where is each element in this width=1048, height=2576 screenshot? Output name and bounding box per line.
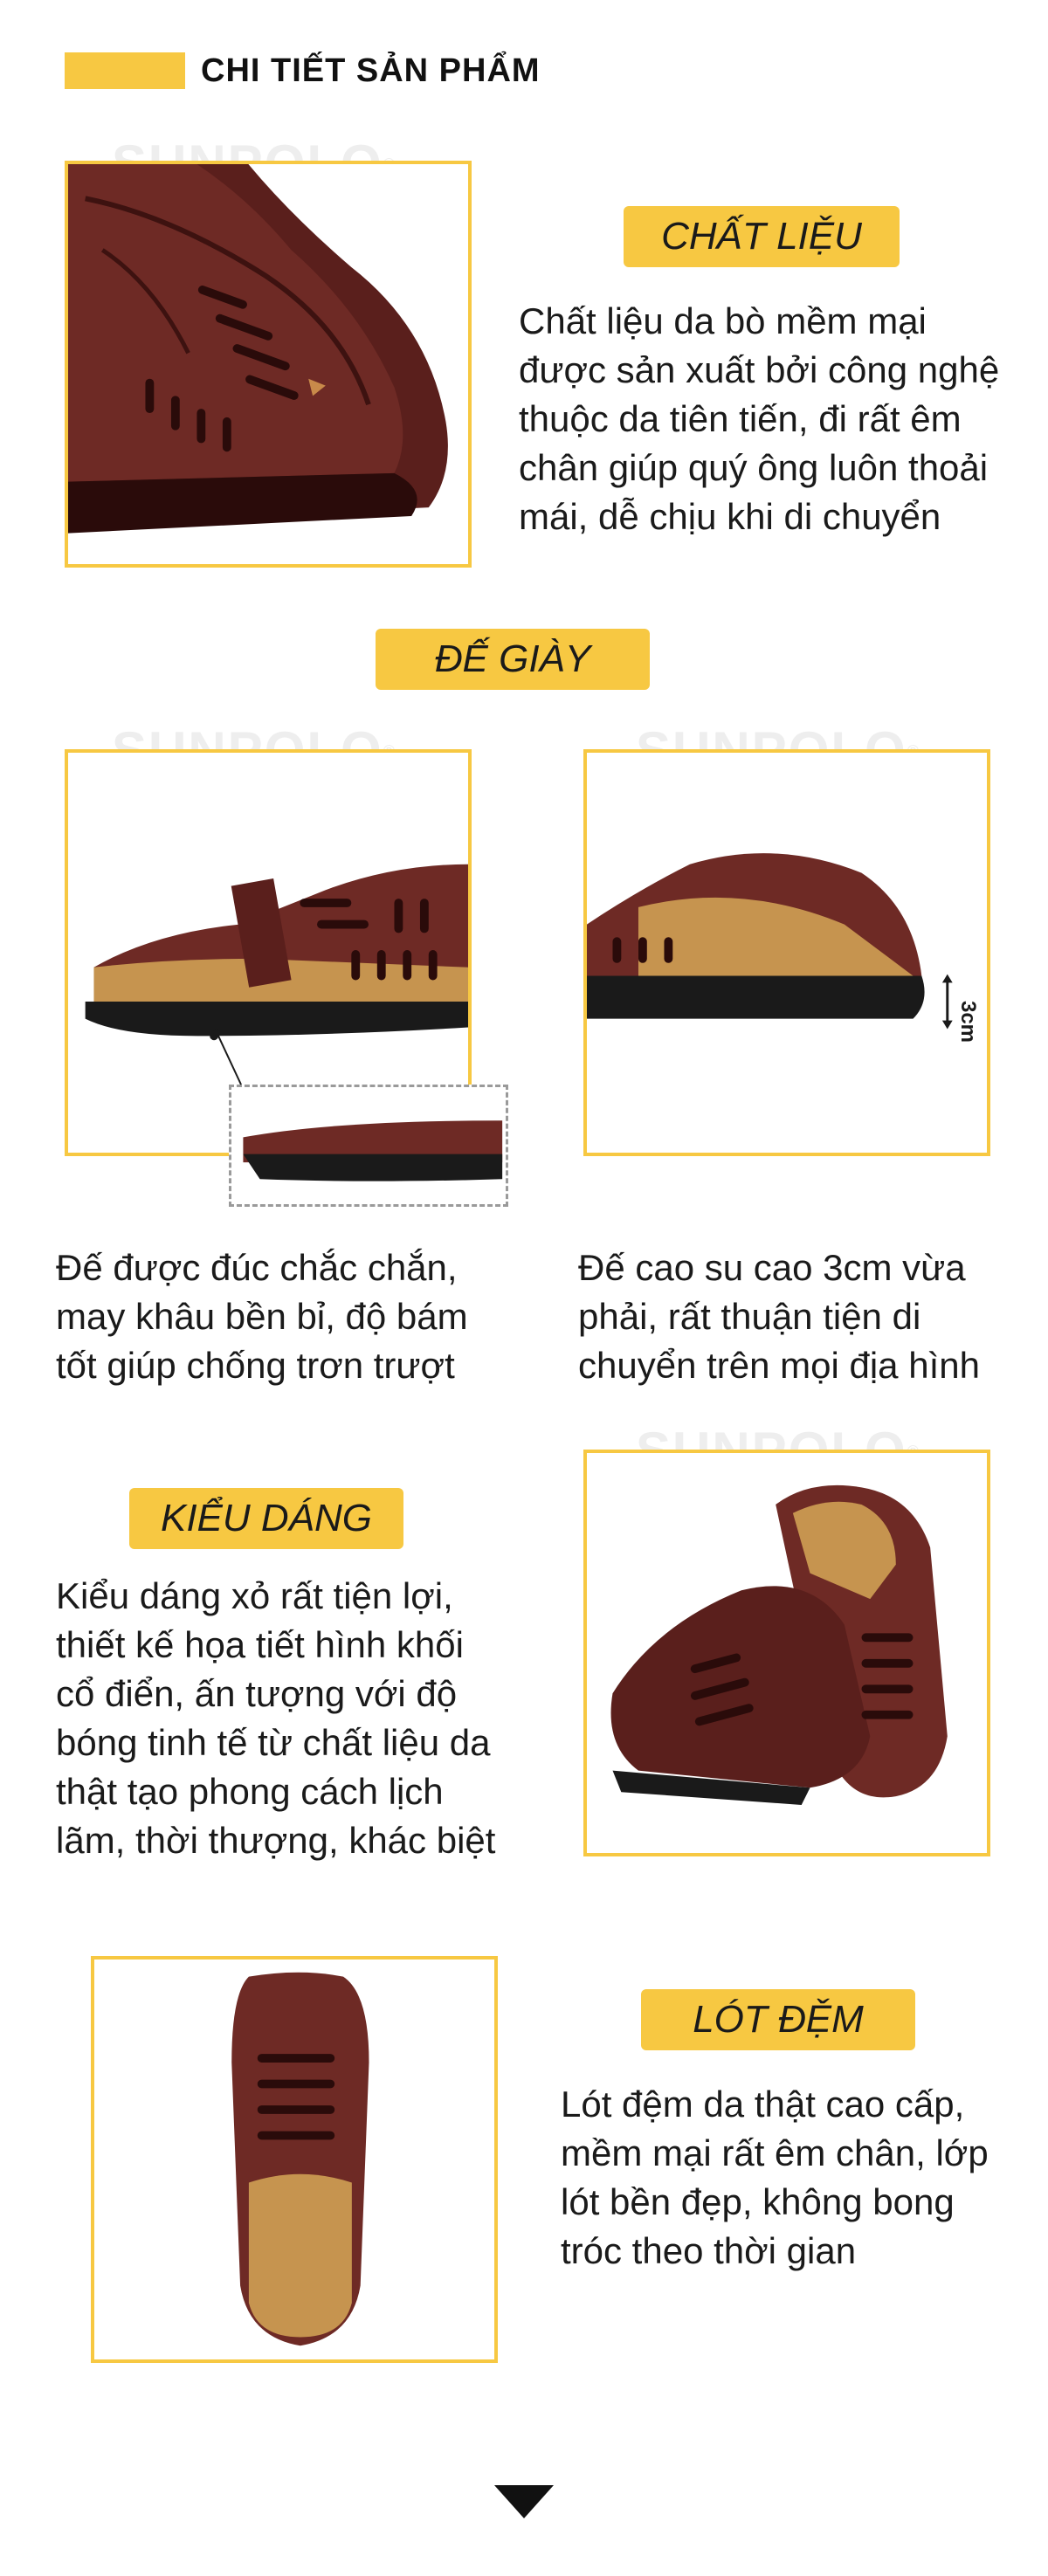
triangle-down-icon	[494, 2485, 554, 2520]
header-accent-bar	[65, 52, 185, 89]
sole-badge: ĐẾ GIÀY	[376, 629, 650, 690]
insole-description	[561, 2080, 1041, 2276]
sole-left-line: may khâu bền bỉ, độ bám	[56, 1296, 468, 1337]
sole-right-line: phải, rất thuận tiện di	[578, 1296, 921, 1337]
sole-right-line: Đế cao su cao 3cm vừa	[578, 1247, 966, 1288]
insole-line: Lót đệm da thật cao cấp,	[561, 2084, 965, 2125]
style-description	[56, 1572, 571, 1865]
material-line: thuộc da tiên tiến, đi rất êm	[519, 398, 962, 439]
style-line: cổ điển, ấn tượng với độ	[56, 1673, 458, 1714]
sole-right-image-frame	[583, 749, 990, 1156]
material-image-frame	[65, 161, 472, 568]
material-line: mái, dễ chịu khi di chuyển	[519, 496, 941, 537]
style-line: lãm, thời thượng, khác biệt	[56, 1820, 496, 1861]
sole-left-line: tốt giúp chống trơn trượt	[56, 1345, 455, 1386]
material-line: Chất liệu da bò mềm mại	[519, 300, 927, 341]
sole-left-line: Đế được đúc chắc chắn,	[56, 1247, 458, 1288]
sole-right-line: chuyển trên mọi địa hình	[578, 1345, 980, 1386]
insole-line: tróc theo thời gian	[561, 2230, 857, 2271]
material-badge: CHẤT LIỆU	[624, 206, 900, 267]
page-title: CHI TIẾT SẢN PHẨM	[201, 52, 541, 89]
shoe-closeup-image	[68, 164, 468, 564]
sole-detail-inset	[229, 1085, 508, 1207]
style-line: thiết kế họa tiết hình khối	[56, 1624, 464, 1665]
material-line: chân giúp quý ông luôn thoải	[519, 447, 989, 488]
sole-right-description	[578, 1243, 1041, 1390]
style-line: bóng tinh tế từ chất liệu da	[56, 1722, 491, 1763]
style-line: thật tạo phong cách lịch	[56, 1771, 444, 1812]
insole-badge: LÓT ĐỆM	[641, 1989, 915, 2050]
insole-image-frame	[91, 1956, 498, 2363]
material-description	[519, 297, 1034, 541]
style-line: Kiểu dáng xỏ rất tiện lợi,	[56, 1575, 453, 1616]
insole-line: lót bền đẹp, không bong	[561, 2181, 955, 2222]
sole-left-description	[56, 1243, 510, 1390]
material-line: được sản xuất bởi công nghệ	[519, 349, 1000, 390]
shoe-heel-image	[587, 753, 987, 1153]
insole-line: mềm mại rất êm chân, lớp	[561, 2132, 989, 2173]
shoe-top-view-image	[94, 1960, 494, 2359]
sole-height-label: 3cm	[956, 1000, 980, 1043]
style-badge: KIỂU DÁNG	[129, 1488, 403, 1549]
shoe-pair-image	[587, 1453, 987, 1853]
style-image-frame	[583, 1450, 990, 1856]
sole-closeup-image	[231, 1087, 506, 1204]
callout-line	[206, 1029, 250, 1090]
